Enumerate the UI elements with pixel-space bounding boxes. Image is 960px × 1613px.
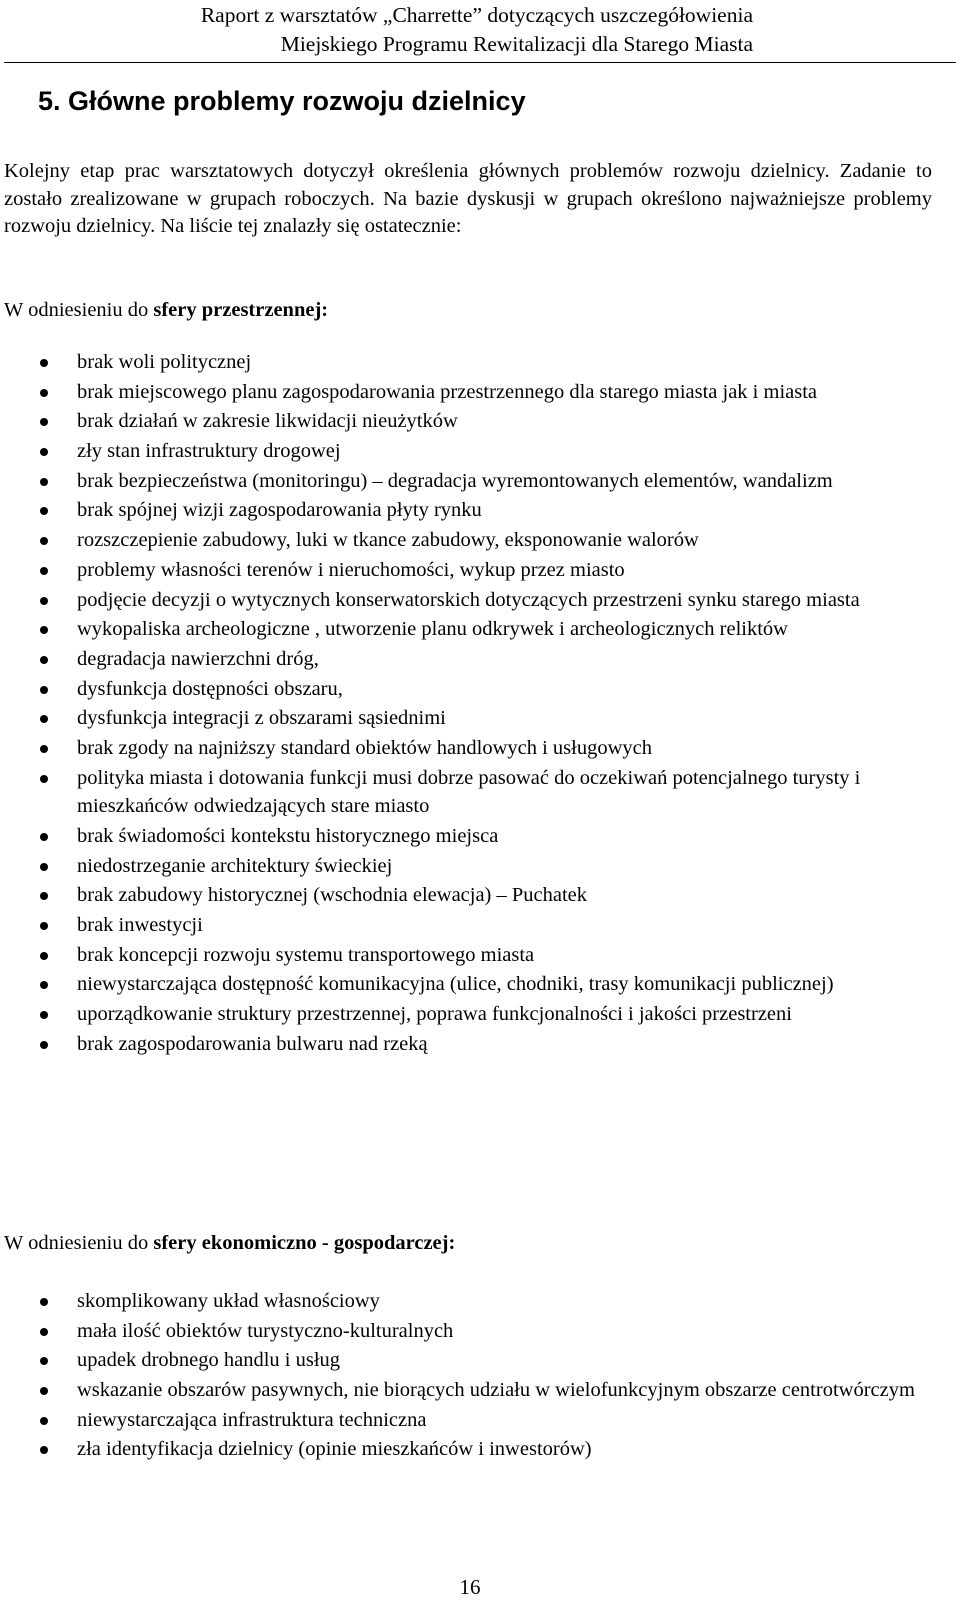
- list-item: [0, 615, 940, 644]
- bullet-icon: [40, 1011, 48, 1019]
- bullet-icon: [40, 389, 48, 397]
- running-header: [201, 1, 753, 59]
- list-item: [0, 704, 940, 733]
- list-item: [0, 586, 940, 615]
- bullet-icon: [40, 1446, 48, 1454]
- bullet-icon: [40, 507, 48, 515]
- bullet-icon: [40, 597, 48, 605]
- list-item: [0, 1376, 940, 1405]
- bullet-icon: [40, 892, 48, 900]
- bullet-icon: [40, 686, 48, 694]
- list-item: [0, 1435, 940, 1464]
- list-item: [0, 822, 940, 851]
- list-item: [0, 348, 940, 377]
- list-item: [0, 437, 940, 466]
- bullet-icon: [40, 1387, 48, 1395]
- header-divider: [4, 62, 956, 63]
- list-item-text: niewystarczająca dostępność komunikacyjna (ulice, chodniki, trasy komunikacji publicznej): [77, 973, 834, 996]
- spatial-heading-prefix: W odniesieniu do: [4, 299, 154, 321]
- list-item-text: brak działań w zakresie likwidacji nieużytków: [77, 410, 458, 433]
- bullet-icon: [40, 1357, 48, 1365]
- economic-heading-prefix: W odniesieniu do: [4, 1232, 154, 1254]
- list-item: [0, 764, 940, 821]
- list-item: [0, 734, 940, 763]
- list-item: [0, 911, 940, 940]
- list-item: [0, 407, 940, 436]
- list-item-text: brak spójnej wizji zagospodarowania płyty rynku: [77, 499, 482, 522]
- list-item-text: dysfunkcja dostępności obszaru,: [77, 677, 343, 700]
- list-item-text: niewystarczająca infrastruktura techniczna: [77, 1408, 427, 1431]
- list-item: [0, 496, 940, 525]
- list-item-text: skomplikowany układ własnościowy: [77, 1290, 380, 1312]
- list-item-text: brak koncepcji rozwoju systemu transportowego miasta: [77, 943, 535, 966]
- list-item-text: rozszczepienie zabudowy, luki w tkance zabudowy, eksponowanie walorów: [77, 529, 699, 552]
- list-item-text: brak bezpieczeństwa (monitoringu) – degradacja wyremontowanych elementów, wandalizm: [77, 469, 833, 492]
- list-item-text: wykopaliska archeologiczne , utworzenie planu odkrywek i archeologicznych reliktów: [77, 618, 788, 641]
- page-number: 16: [459, 1575, 481, 1599]
- list-item: [0, 881, 940, 910]
- bullet-icon: [40, 418, 48, 426]
- spatial-problems-list: [0, 348, 940, 1059]
- list-item-text: brak miejscowego planu zagospodarowania przestrzennego dla starego miasta jak i miasta: [77, 380, 818, 403]
- bullet-icon: [40, 626, 48, 634]
- bullet-icon: [40, 656, 48, 664]
- bullet-icon: [40, 567, 48, 575]
- list-item-text: degradacja nawierzchni dróg,: [77, 647, 319, 670]
- section-title: 5. Główne problemy rozwoju dzielnicy: [38, 86, 526, 116]
- list-item: [0, 1287, 940, 1316]
- list-item: [0, 645, 940, 674]
- economic-sphere-heading: [4, 1229, 455, 1257]
- running-header-line-1: Raport z warsztatów „Charrette” dotyczących uszczegółowienia: [200, 3, 753, 27]
- bullet-icon: [40, 1328, 48, 1336]
- bullet-icon: [40, 448, 48, 456]
- spatial-sphere-heading: [4, 296, 328, 324]
- bullet-icon: [40, 359, 48, 367]
- list-item: [0, 1030, 940, 1059]
- running-header-line-2: Miejskiego Programu Rewitalizacji dla Starego Miasta: [280, 32, 753, 56]
- list-item: [0, 1000, 940, 1029]
- list-item-text: uporządkowanie struktury przestrzennej, poprawa funkcjonalności i jakości przestrzeni: [77, 1002, 792, 1025]
- list-item-text: zła identyfikacja dzielnicy (opinie mieszkańców i inwestorów): [77, 1438, 592, 1461]
- list-item: [0, 675, 940, 704]
- list-item-text: brak zgody na najniższy standard obiektów handlowych i usługowych: [77, 736, 653, 759]
- bullet-icon: [40, 863, 48, 871]
- list-item: [0, 526, 940, 555]
- bullet-icon: [40, 1298, 48, 1306]
- list-item-text: brak woli politycznej: [77, 351, 252, 373]
- list-item: [0, 467, 940, 496]
- list-item-text: zły stan infrastruktury drogowej: [77, 440, 341, 463]
- list-item-text: brak świadomości kontekstu historycznego miejsca: [77, 824, 499, 847]
- list-item: [0, 970, 940, 999]
- list-item-text: brak zagospodarowania bulwaru nad rzeką: [77, 1032, 428, 1055]
- bullet-icon: [40, 1041, 48, 1049]
- list-item-text: upadek drobnego handlu i usług: [77, 1349, 341, 1372]
- bullet-icon: [40, 922, 48, 930]
- spatial-heading-bold: sfery przestrzennej:: [153, 299, 329, 321]
- bullet-icon: [40, 478, 48, 486]
- list-item-text: mała ilość obiektów turystyczno-kulturalnych: [77, 1319, 454, 1342]
- economic-problems-list: [0, 1287, 940, 1465]
- list-item-text: problemy własności terenów i nieruchomości, wykup przez miasto: [77, 558, 625, 581]
- bullet-icon: [40, 775, 48, 783]
- bullet-icon: [40, 952, 48, 960]
- bullet-icon: [40, 981, 48, 989]
- list-item: [0, 1317, 940, 1346]
- list-item-text: brak zabudowy historycznej (wschodnia elewacja) – Puchatek: [77, 884, 588, 907]
- list-item: [0, 1346, 940, 1375]
- list-item: [0, 1406, 940, 1435]
- list-item-text: wskazanie obszarów pasywnych, nie biorących udziału w wielofunkcyjnym obszarze centrotwórczym: [77, 1379, 915, 1402]
- bullet-icon: [40, 745, 48, 753]
- list-item: [0, 378, 940, 407]
- list-item-text: niedostrzeganie architektury świeckiej: [77, 854, 393, 877]
- economic-heading-bold: sfery ekonomiczno - gospodarczej:: [153, 1232, 456, 1254]
- list-item-text: dysfunkcja integracji z obszarami sąsiednimi: [77, 707, 446, 730]
- bullet-icon: [40, 537, 48, 545]
- list-item-text: podjęcie decyzji o wytycznych konserwatorskich dotyczących przestrzeni synku starego miasta: [77, 588, 860, 611]
- list-item: [0, 941, 940, 970]
- intro-paragraph: Kolejny etap prac warsztatowych dotyczył określenia głównych problemów rozwoju dzielnicy. Zadanie to zostało zrealizowane w grupach roboczych. Na bazie dyskusji w grupach określono najważniejsze problemy rozwoju dzielnicy. Na liście tej znalazły się ostatecznie:: [4, 160, 932, 237]
- bullet-icon: [40, 833, 48, 841]
- list-item-text: brak inwestycji: [77, 913, 203, 936]
- list-item: [0, 556, 940, 585]
- bullet-icon: [40, 715, 48, 723]
- bullet-icon: [40, 1417, 48, 1425]
- list-item-text: polityka miasta i dotowania funkcji musi dobrze pasować do oczekiwań potencjalnego turysty i mieszkańców odwiedzających stare miasto: [77, 766, 861, 818]
- list-item: [0, 852, 940, 881]
